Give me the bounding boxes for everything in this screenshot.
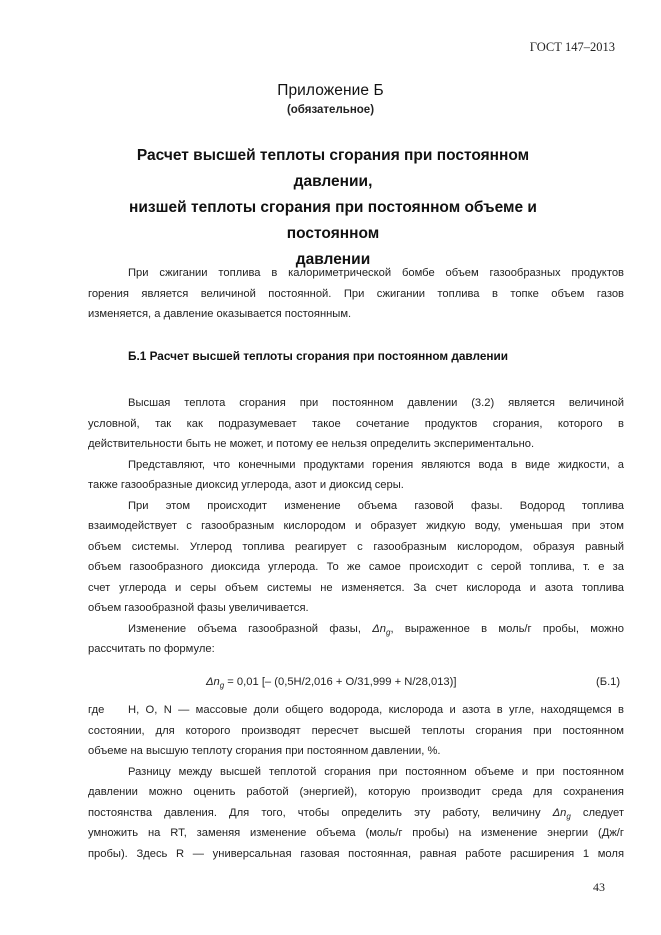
symbol-delta-n: Δn — [206, 676, 220, 688]
symbol-subscript: g — [386, 627, 391, 637]
where-label: где — [88, 704, 105, 716]
appendix-status: (обязательное) — [286, 104, 375, 116]
text-line: H, O, N — массовые доли общего водорода, кислорода и азота в угле, находящемся в — [128, 704, 624, 716]
text-line: умножить на RT, заменяя изменение объема (моль/г пробы) на изменение энергии (Дж/г — [88, 827, 624, 839]
text-fragment: следует — [570, 806, 624, 819]
text-line: объем газообразной фазы увеличивается. — [88, 602, 309, 614]
appendix-heading-line: низшей теплоты сгорания при постоянном объеме и постоянном — [129, 199, 537, 242]
appendix-heading — [98, 143, 568, 273]
section-body — [88, 393, 624, 660]
text-line: объеме на высшую теплоту сгорания при постоянном давлении, %. — [88, 745, 441, 757]
text-line: счет углерода и серы объем системы не изменяется. За счет кислорода и азота топлива — [88, 581, 624, 594]
text-fragment: постоянства давления. Для того, чтобы определить эту работу, величину — [88, 806, 553, 819]
appendix-heading-line: Расчет высшей теплоты сгорания при постоянном давлении, — [136, 147, 530, 190]
text-line: При сжигании топлива в калориметрической бомбе объем газообразных продуктов — [128, 267, 624, 279]
text-fragment: , выраженное в моль/г пробы, можно — [390, 622, 624, 635]
text-line: действительности быть не может, и потому ее нельзя определить экспериментально. — [88, 438, 535, 450]
formula-body: = 0,01 [– (0,5H/2,016 + O/31,999 + N/28,013)] — [224, 676, 457, 688]
formula-b1 — [206, 676, 457, 690]
text-line: Разницу между высшей теплотой сгорания при постоянном объеме и при постоянном — [128, 765, 624, 778]
symbol-delta-n: Δn — [372, 622, 386, 635]
text-line: горения является величиной постоянной. При сжигании топлива в топке объем газов — [88, 287, 624, 300]
appendix-heading-line: давлении — [295, 251, 371, 268]
text-line: давлении можно оценить работой (энергией), которую производит среда для сохранения — [88, 786, 624, 798]
symbol-subscript: g — [566, 811, 571, 821]
appendix-title: Приложение Б — [277, 82, 384, 99]
text-line: пробы). Здесь R — универсальная газовая постоянная, равная работе расширения 1 моля — [88, 847, 624, 860]
text-line: взаимодействует с газообразным кислородом и образует жидкую воду, уменьшая при этом — [88, 520, 624, 532]
section-heading: Б.1 Расчет высшей теплоты сгорания при постоянном давлении — [128, 349, 509, 363]
intro-paragraph — [88, 263, 624, 325]
text-line: При этом происходит изменение объема газовой фазы. Водород топлива — [128, 499, 624, 512]
text-line: объем газообразного диоксида углерода. То же самое происходит с серой топлива, т. е за — [88, 561, 624, 573]
symbol-delta-n: Δn — [552, 806, 567, 819]
symbol-subscript: g — [219, 681, 225, 691]
document-code: ГОСТ 147–2013 — [529, 40, 615, 54]
text-line: также газообразные диоксид углерода, азот и диоксид серы. — [88, 479, 404, 491]
text-line: Представляют, что конечными продуктами горения являются вода в виде жидкости, а — [128, 458, 624, 471]
text-line — [88, 619, 624, 640]
page-number: 43 — [593, 880, 605, 894]
text-line: Высшая теплота сгорания при постоянном давлении (3.2) является величиной — [128, 397, 624, 409]
text-line: рассчитать по формуле: — [88, 643, 215, 655]
text-line: объем системы. Углерод топлива реагирует с газообразным кислородом, образуя равный — [88, 540, 624, 553]
where-clause-rest — [88, 721, 624, 865]
text-line — [88, 803, 624, 824]
text-fragment: Изменение объема газообразной фазы, — [128, 622, 373, 635]
text-line: изменяется, а давление оказывается постоянным. — [88, 308, 352, 320]
formula-number: (Б.1) — [596, 676, 621, 688]
text-line: состоянии, для которого производят пересчет высшей теплоты сгорания при постоянном — [88, 724, 624, 737]
text-line: условной, так как подразумевает такое сочетание продуктов сгорания, которого в — [88, 417, 624, 430]
where-clause-first — [128, 700, 624, 721]
